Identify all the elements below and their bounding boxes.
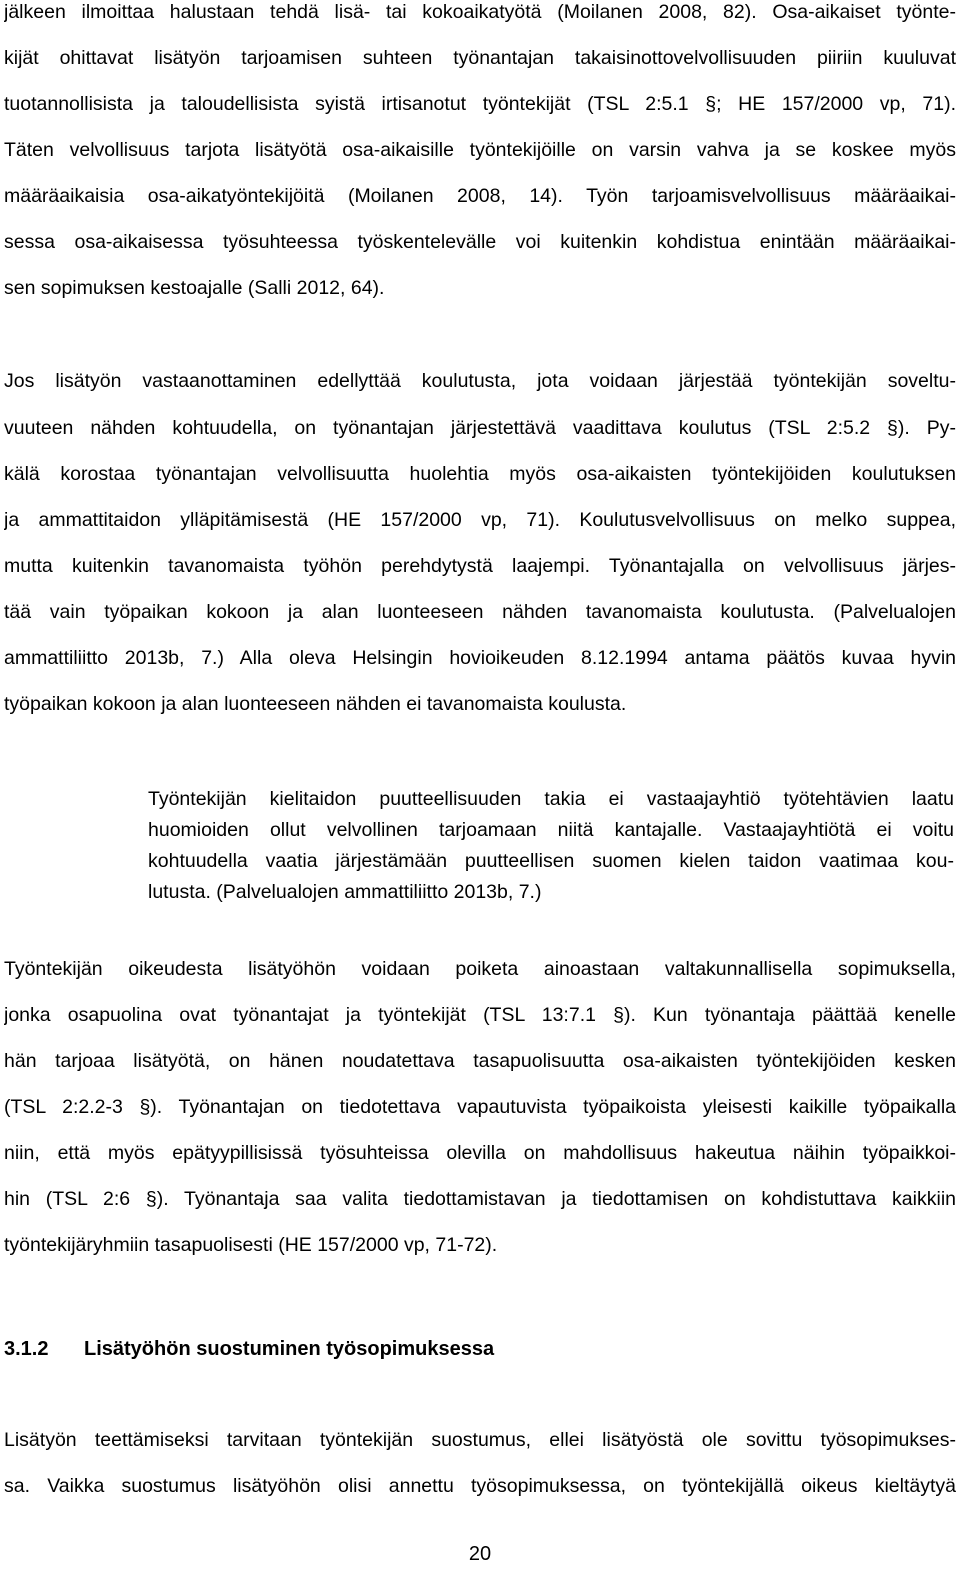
page-number: 20 [468,1543,492,1565]
text-line: tää vain työpaikan kokoon ja alan luonteeseen nähden tavanomaista koulutusta. (Palvelualojen [4,601,956,623]
text-line: vuuteen nähden kohtuudella, on työnantajan järjestettävä vaadittava koulutus (TSL 2:5.2 §). Py- [4,417,956,439]
text-line: työntekijäryhmiin tasapuolisesti (HE 157/2000 vp, 71-72). [4,1234,498,1256]
section-title: Lisätyöhön suostuminen työsopimuksessa [84,1338,495,1360]
text-line: sen sopimuksen kestoajalle (Salli 2012, 64). [4,277,385,299]
quote-line: kohtuudella vaatia järjestämään puutteellisen suomen kielen taidon vaatimaa kou- [148,850,954,872]
text-line: mutta kuitenkin tavanomaista työhön perehdytystä laajempi. Työnantajalla on velvollisuus järjes- [4,555,956,577]
text-line: määräaikaisia osa-aikatyöntekijöitä (Moilanen 2008, 14). Työn tarjoamisvelvollisuus määräaikai- [4,185,956,207]
text-line: kälä korostaa työnantajan velvollisuutta huolehtia myös osa-aikaisten työntekijöiden koulutuksen [4,463,956,485]
text-line: sessa osa-aikaisessa työsuhteessa työskentelevälle voi kuitenkin kohdistua enintään määräaikai- [4,231,956,253]
quote-line: huomioiden ollut velvollinen tarjoamaan niitä kantajalle. Vastaajayhtiötä ei voitu [148,819,954,841]
text-line: kijät ohittavat lisätyön tarjoamisen suhteen työnantajan takaisinottovelvollisuuden piiriin kuuluvat [4,47,956,69]
text-line: Täten velvollisuus tarjota lisätyötä osa-aikaisille työntekijöille on varsin vahva ja se koskee myös [4,139,956,161]
text-line: (TSL 2:2.2-3 §). Työnantajan on tiedotettava vapautuvista työpaikoista yleisesti kaikille työpaikalla [4,1096,956,1118]
text-line: hin (TSL 2:6 §). Työnantaja saa valita tiedottamistavan ja tiedottamisen on kohdistuttava kaikkiin [4,1188,956,1210]
section-heading [4,1338,494,1361]
text-line: hän tarjoaa lisätyötä, on hänen noudatettava tasapuolisuutta osa-aikaisten työntekijöiden kesken [4,1050,956,1072]
text-line: jonka osapuolina ovat työnantajat ja työntekijät (TSL 13:7.1 §). Kun työnantaja päättää kenelle [4,1004,956,1026]
quote-line: Työntekijän kielitaidon puutteellisuuden takia ei vastaajayhtiö työtehtävien laatu [148,788,954,810]
text-line: ammattiliitto 2013b, 7.) Alla oleva Helsingin hovioikeuden 8.12.1994 antama päätös kuvaa hyvin [4,647,956,669]
text-line: Lisätyön teettämiseksi tarvitaan työntekijän suostumus, ellei lisätyöstä ole sovittu työsopimukses- [4,1429,956,1451]
text-line: työpaikan kokoon ja alan luonteeseen nähden ei tavanomaista koulusta. [4,693,627,715]
text-line: niin, että myös epätyypillisissä työsuhteissa olevilla on mahdollisuus hakeutua näihin työpaikkoi- [4,1142,956,1164]
text-line: tuotannollisista ja taloudellisista syistä irtisanotut työntekijät (TSL 2:5.1 §; HE 157/2000 vp, 71). [4,93,956,115]
text-line: Työntekijän oikeudesta lisätyöhön voidaan poiketa ainoastaan valtakunnallisella sopimuksella, [4,958,956,980]
section-number: 3.1.2 [4,1338,49,1360]
text-line: sa. Vaikka suostumus lisätyöhön olisi annettu työsopimuksessa, on työntekijällä oikeus kieltäytyä [4,1475,956,1497]
quote-line: lutusta. (Palvelualojen ammattiliitto 2013b, 7.) [148,881,542,903]
text-line: ja ammattitaidon ylläpitämisestä (HE 157/2000 vp, 71). Koulutusvelvollisuus on melko suppea, [4,509,956,531]
text-line: jälkeen ilmoittaa halustaan tehdä lisä- tai kokoaikatyötä (Moilanen 2008, 82). Osa-aikaiset työnte- [4,1,956,23]
text-line: Jos lisätyön vastaanottaminen edellyttää koulutusta, jota voidaan järjestää työntekijän soveltu- [4,370,956,392]
